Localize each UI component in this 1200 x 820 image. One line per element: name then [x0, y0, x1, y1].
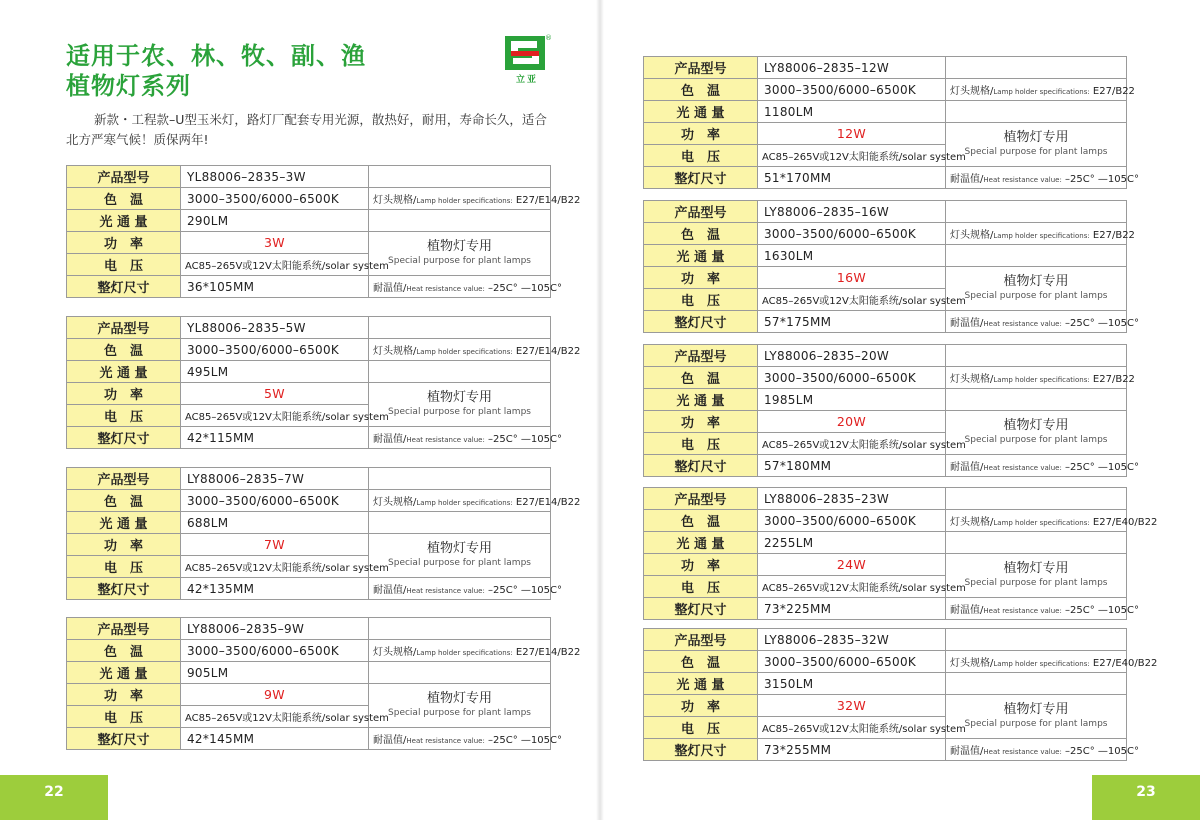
label-color-temp: 色 温 — [644, 510, 758, 532]
row-flux — [67, 512, 551, 534]
row-color-temp — [644, 651, 1127, 673]
row-flux — [644, 101, 1127, 123]
color-temp-value: 3000–3500/6000–6500K — [181, 339, 369, 361]
heat-resistance — [369, 578, 562, 600]
heat-label-cn: 耐温值/ — [950, 174, 984, 185]
plant-purpose-cn: 植物灯专用 — [1003, 129, 1069, 145]
plant-purpose-en: Special purpose for plant lamps — [964, 718, 1108, 729]
row-flux — [644, 673, 1127, 695]
label-voltage: 电 压 — [67, 405, 181, 427]
row-model — [644, 345, 1127, 367]
holder-spec — [946, 223, 1135, 245]
holder-base-value: E27/E14/B22 — [515, 647, 581, 658]
spec-table — [643, 344, 1139, 477]
intro-text: 新款・工程款–U型玉米灯，路灯厂配套专用光源，散热好，耐用，寿命长久，适合北方严寒气候！质保两年! — [66, 112, 547, 147]
voltage-value: AC85–265V或12V太阳能系统/solar system — [181, 556, 369, 578]
holder-spec — [946, 651, 1158, 673]
holder-spec — [946, 367, 1135, 389]
row-size — [67, 276, 551, 298]
heat-label-en: Heat resistance value: — [983, 176, 1062, 184]
row-size — [644, 311, 1127, 333]
plant-purpose-en: Special purpose for plant lamps — [964, 290, 1108, 301]
plant-purpose-en: Special purpose for plant lamps — [388, 707, 531, 718]
model-value: LY88006–2835–7W — [181, 468, 369, 490]
plant-purpose-cn: 植物灯专用 — [426, 238, 492, 254]
holder-label-en: Lamp holder specifications: — [416, 499, 513, 507]
holder-label-en: Lamp holder specifications: — [993, 232, 1090, 240]
plant-purpose-en: Special purpose for plant lamps — [388, 406, 531, 417]
label-color-temp: 色 温 — [67, 640, 181, 662]
color-temp-value: 3000–3500/6000–6500K — [181, 188, 369, 210]
label-flux: 光 通 量 — [644, 673, 758, 695]
empty-cell — [369, 662, 551, 684]
label-voltage: 电 压 — [67, 556, 181, 578]
holder-label-cn: 灯头规格/ — [373, 497, 417, 508]
page-subtitle: 植物灯系列 — [66, 72, 191, 100]
heat-label-cn: 耐温值/ — [373, 585, 407, 596]
row-power — [67, 383, 551, 405]
holder-label-cn: 灯头规格/ — [950, 230, 994, 241]
row-color-temp — [644, 79, 1127, 101]
label-flux: 光 通 量 — [67, 662, 181, 684]
holder-spec — [369, 640, 581, 662]
flux-value: 495LM — [181, 361, 369, 383]
heat-resistance — [946, 739, 1139, 761]
logo-text: 立亚 — [515, 75, 538, 85]
row-flux — [67, 210, 551, 232]
flux-value: 905LM — [181, 662, 369, 684]
color-temp-value: 3000–3500/6000–6500K — [758, 651, 946, 673]
plant-purpose-en: Special purpose for plant lamps — [964, 434, 1108, 445]
row-size — [67, 728, 551, 750]
holder-base-value: E27/B22 — [1092, 374, 1135, 385]
holder-base-value: E27/B22 — [1092, 230, 1135, 241]
label-voltage: 电 压 — [644, 145, 758, 167]
label-power: 功 率 — [644, 267, 758, 289]
holder-spec — [946, 510, 1158, 532]
label-size: 整灯尺寸 — [67, 728, 181, 750]
holder-label-cn: 灯头规格/ — [950, 658, 994, 669]
label-size: 整灯尺寸 — [67, 427, 181, 449]
model-value: LY88006–2835–23W — [758, 488, 946, 510]
model-value: LY88006–2835–9W — [181, 618, 369, 640]
power-value: 16W — [758, 267, 946, 289]
row-color-temp — [67, 640, 551, 662]
row-power — [644, 411, 1127, 433]
spec-table — [643, 200, 1139, 333]
row-size — [67, 427, 551, 449]
row-flux — [644, 245, 1127, 267]
empty-cell — [946, 488, 1127, 510]
flux-value: 3150LM — [758, 673, 946, 695]
row-power — [644, 267, 1127, 289]
plant-purpose-cn: 植物灯专用 — [426, 690, 492, 706]
heat-resistance — [369, 427, 562, 449]
heat-resistance — [946, 311, 1139, 333]
row-model — [644, 629, 1127, 651]
label-model: 产品型号 — [67, 166, 181, 188]
row-size — [644, 739, 1127, 761]
size-value: 42*145MM — [181, 728, 369, 750]
holder-base-value: E27/E40/B22 — [1092, 517, 1158, 528]
empty-cell — [946, 245, 1127, 267]
holder-label-en: Lamp holder specifications: — [416, 348, 513, 356]
color-temp-value: 3000–3500/6000–6500K — [181, 640, 369, 662]
label-model: 产品型号 — [67, 468, 181, 490]
label-color-temp: 色 温 — [644, 79, 758, 101]
flux-value: 1985LM — [758, 389, 946, 411]
page-number-right: 23 — [1092, 775, 1200, 820]
label-voltage: 电 压 — [644, 289, 758, 311]
voltage-value: AC85–265V或12V太阳能系统/solar system — [181, 405, 369, 427]
color-temp-value: 3000–3500/6000–6500K — [758, 510, 946, 532]
label-voltage: 电 压 — [644, 576, 758, 598]
voltage-value: AC85–265V或12V太阳能系统/solar system — [758, 145, 946, 167]
size-value: 73*255MM — [758, 739, 946, 761]
label-size: 整灯尺寸 — [644, 455, 758, 477]
heat-range-value: –25C° —105C° — [1065, 462, 1139, 473]
heat-label-cn: 耐温值/ — [950, 605, 984, 616]
holder-label-cn: 灯头规格/ — [950, 374, 994, 385]
model-value: YL88006–2835–3W — [181, 166, 369, 188]
empty-cell — [946, 532, 1127, 554]
flux-value: 2255LM — [758, 532, 946, 554]
holder-base-value: E27/E14/B22 — [515, 195, 581, 206]
page-gutter — [596, 0, 604, 820]
heat-label-en: Heat resistance value: — [983, 748, 1062, 756]
plant-purpose-cn: 植物灯专用 — [1003, 560, 1069, 576]
holder-base-value: E27/E40/B22 — [1092, 658, 1158, 669]
power-value: 7W — [181, 534, 369, 556]
label-flux: 光 通 量 — [644, 532, 758, 554]
power-value: 5W — [181, 383, 369, 405]
heat-label-en: Heat resistance value: — [983, 320, 1062, 328]
label-power: 功 率 — [644, 411, 758, 433]
label-size: 整灯尺寸 — [644, 167, 758, 189]
row-size — [644, 455, 1127, 477]
row-model — [67, 166, 551, 188]
heat-range-value: –25C° —105C° — [1065, 318, 1139, 329]
plant-purpose-cn: 植物灯专用 — [426, 540, 492, 556]
empty-cell — [369, 317, 551, 339]
holder-base-value: E27/B22 — [1092, 86, 1135, 97]
heat-label-cn: 耐温值/ — [373, 283, 407, 294]
heat-resistance — [369, 728, 562, 750]
label-flux: 光 通 量 — [67, 512, 181, 534]
row-power — [644, 123, 1127, 145]
heat-range-value: –25C° —105C° — [1065, 605, 1139, 616]
color-temp-value: 3000–3500/6000–6500K — [181, 490, 369, 512]
heat-label-en: Heat resistance value: — [406, 285, 485, 293]
heat-label-en: Heat resistance value: — [406, 587, 485, 595]
label-model: 产品型号 — [67, 618, 181, 640]
row-power — [644, 554, 1127, 576]
spec-table — [66, 316, 581, 449]
empty-cell — [946, 629, 1127, 651]
row-model — [644, 57, 1127, 79]
empty-cell — [369, 361, 551, 383]
label-size: 整灯尺寸 — [67, 578, 181, 600]
power-value: 32W — [758, 695, 946, 717]
power-value: 20W — [758, 411, 946, 433]
plant-purpose — [369, 232, 551, 276]
label-power: 功 率 — [644, 695, 758, 717]
voltage-value: AC85–265V或12V太阳能系统/solar system — [758, 576, 946, 598]
label-model: 产品型号 — [644, 57, 758, 79]
voltage-value: AC85–265V或12V太阳能系统/solar system — [758, 717, 946, 739]
spec-table — [66, 467, 581, 600]
heat-label-en: Heat resistance value: — [983, 464, 1062, 472]
page-number-left: 22 — [0, 775, 108, 820]
spec-table — [643, 628, 1158, 761]
plant-purpose-cn: 植物灯专用 — [426, 389, 492, 405]
label-flux: 光 通 量 — [67, 361, 181, 383]
heat-label-cn: 耐温值/ — [950, 746, 984, 757]
plant-purpose-cn: 植物灯专用 — [1003, 417, 1069, 433]
empty-cell — [369, 210, 551, 232]
label-color-temp: 色 温 — [67, 490, 181, 512]
holder-label-en: Lamp holder specifications: — [993, 88, 1090, 96]
plant-purpose — [946, 123, 1127, 167]
holder-label-cn: 灯头规格/ — [373, 346, 417, 357]
spec-table — [66, 617, 581, 750]
label-model: 产品型号 — [644, 201, 758, 223]
color-temp-value: 3000–3500/6000–6500K — [758, 223, 946, 245]
heat-label-en: Heat resistance value: — [983, 607, 1062, 615]
empty-cell — [946, 389, 1127, 411]
label-flux: 光 通 量 — [67, 210, 181, 232]
holder-label-en: Lamp holder specifications: — [993, 376, 1090, 384]
power-value: 3W — [181, 232, 369, 254]
plant-purpose — [369, 383, 551, 427]
plant-purpose-en: Special purpose for plant lamps — [964, 146, 1108, 157]
empty-cell — [369, 166, 551, 188]
size-value: 42*115MM — [181, 427, 369, 449]
plant-purpose — [369, 684, 551, 728]
row-flux — [67, 662, 551, 684]
holder-spec — [946, 79, 1135, 101]
spec-table — [643, 56, 1139, 189]
model-value: LY88006–2835–32W — [758, 629, 946, 651]
empty-cell — [946, 201, 1127, 223]
label-power: 功 率 — [67, 232, 181, 254]
plant-purpose-cn: 植物灯专用 — [1003, 701, 1069, 717]
heat-label-cn: 耐温值/ — [950, 318, 984, 329]
label-voltage: 电 压 — [67, 706, 181, 728]
color-temp-value: 3000–3500/6000–6500K — [758, 367, 946, 389]
voltage-value: AC85–265V或12V太阳能系统/solar system — [758, 433, 946, 455]
row-power — [67, 232, 551, 254]
flux-value: 1630LM — [758, 245, 946, 267]
label-color-temp: 色 温 — [67, 188, 181, 210]
row-color-temp — [67, 490, 551, 512]
spec-table — [643, 487, 1158, 620]
size-value: 57*180MM — [758, 455, 946, 477]
holder-label-cn: 灯头规格/ — [373, 195, 417, 206]
model-value: YL88006–2835–5W — [181, 317, 369, 339]
page-title: 适用于农、林、牧、副、渔 — [66, 42, 366, 70]
holder-label-en: Lamp holder specifications: — [416, 649, 513, 657]
label-color-temp: 色 温 — [644, 367, 758, 389]
row-color-temp — [644, 367, 1127, 389]
registered-mark: ® — [545, 34, 552, 42]
plant-purpose-en: Special purpose for plant lamps — [388, 255, 531, 266]
label-size: 整灯尺寸 — [644, 739, 758, 761]
label-color-temp: 色 温 — [644, 223, 758, 245]
size-value: 51*170MM — [758, 167, 946, 189]
empty-cell — [369, 512, 551, 534]
row-power — [67, 534, 551, 556]
row-color-temp — [644, 510, 1127, 532]
label-model: 产品型号 — [644, 345, 758, 367]
label-model: 产品型号 — [644, 629, 758, 651]
label-size: 整灯尺寸 — [644, 598, 758, 620]
plant-purpose — [946, 554, 1127, 598]
label-size: 整灯尺寸 — [67, 276, 181, 298]
spec-table — [66, 165, 581, 298]
heat-label-cn: 耐温值/ — [373, 434, 407, 445]
empty-cell — [946, 101, 1127, 123]
holder-label-cn: 灯头规格/ — [950, 86, 994, 97]
label-flux: 光 通 量 — [644, 101, 758, 123]
heat-label-en: Heat resistance value: — [406, 436, 485, 444]
label-power: 功 率 — [67, 383, 181, 405]
row-flux — [644, 389, 1127, 411]
label-power: 功 率 — [67, 534, 181, 556]
row-color-temp — [67, 188, 551, 210]
label-power: 功 率 — [67, 684, 181, 706]
voltage-value: AC85–265V或12V太阳能系统/solar system — [181, 254, 369, 276]
voltage-value: AC85–265V或12V太阳能系统/solar system — [758, 289, 946, 311]
empty-cell — [946, 345, 1127, 367]
heat-resistance — [946, 598, 1139, 620]
label-color-temp: 色 温 — [67, 339, 181, 361]
label-power: 功 率 — [644, 123, 758, 145]
power-value: 9W — [181, 684, 369, 706]
label-power: 功 率 — [644, 554, 758, 576]
label-color-temp: 色 温 — [644, 651, 758, 673]
holder-spec — [369, 339, 581, 361]
empty-cell — [369, 618, 551, 640]
voltage-value: AC85–265V或12V太阳能系统/solar system — [181, 706, 369, 728]
row-model — [67, 468, 551, 490]
row-model — [644, 488, 1127, 510]
row-color-temp — [644, 223, 1127, 245]
holder-spec — [369, 188, 581, 210]
row-flux — [644, 532, 1127, 554]
company-logo — [505, 36, 551, 90]
row-size — [644, 167, 1127, 189]
heat-range-value: –25C° —105C° — [1065, 746, 1139, 757]
power-value: 24W — [758, 554, 946, 576]
label-model: 产品型号 — [67, 317, 181, 339]
flux-value: 688LM — [181, 512, 369, 534]
holder-spec — [369, 490, 581, 512]
plant-purpose-en: Special purpose for plant lamps — [388, 557, 531, 568]
heat-range-value: –25C° —105C° — [488, 585, 562, 596]
row-flux — [67, 361, 551, 383]
plant-purpose — [946, 695, 1127, 739]
heat-label-en: Heat resistance value: — [406, 737, 485, 745]
empty-cell — [946, 57, 1127, 79]
model-value: LY88006–2835–16W — [758, 201, 946, 223]
label-voltage: 电 压 — [644, 433, 758, 455]
label-voltage: 电 压 — [644, 717, 758, 739]
empty-cell — [369, 468, 551, 490]
empty-cell — [946, 673, 1127, 695]
row-model — [67, 317, 551, 339]
heat-resistance — [369, 276, 562, 298]
label-flux: 光 通 量 — [644, 245, 758, 267]
row-power — [644, 695, 1127, 717]
label-model: 产品型号 — [644, 488, 758, 510]
label-flux: 光 通 量 — [644, 389, 758, 411]
heat-resistance — [946, 455, 1139, 477]
holder-label-cn: 灯头规格/ — [950, 517, 994, 528]
heat-range-value: –25C° —105C° — [488, 283, 562, 294]
size-value: 36*105MM — [181, 276, 369, 298]
row-size — [67, 578, 551, 600]
row-model — [67, 618, 551, 640]
model-value: LY88006–2835–12W — [758, 57, 946, 79]
row-power — [67, 684, 551, 706]
heat-range-value: –25C° —105C° — [488, 735, 562, 746]
label-size: 整灯尺寸 — [644, 311, 758, 333]
plant-purpose — [369, 534, 551, 578]
heat-range-value: –25C° —105C° — [488, 434, 562, 445]
heat-label-cn: 耐温值/ — [373, 735, 407, 746]
holder-label-en: Lamp holder specifications: — [416, 197, 513, 205]
holder-label-en: Lamp holder specifications: — [993, 519, 1090, 527]
size-value: 42*135MM — [181, 578, 369, 600]
row-size — [644, 598, 1127, 620]
holder-base-value: E27/E14/B22 — [515, 346, 581, 357]
power-value: 12W — [758, 123, 946, 145]
holder-base-value: E27/E14/B22 — [515, 497, 581, 508]
plant-purpose — [946, 411, 1127, 455]
holder-label-en: Lamp holder specifications: — [993, 660, 1090, 668]
heat-range-value: –25C° —105C° — [1065, 174, 1139, 185]
plant-purpose — [946, 267, 1127, 311]
model-value: LY88006–2835–20W — [758, 345, 946, 367]
color-temp-value: 3000–3500/6000–6500K — [758, 79, 946, 101]
flux-value: 290LM — [181, 210, 369, 232]
plant-purpose-cn: 植物灯专用 — [1003, 273, 1069, 289]
row-color-temp — [67, 339, 551, 361]
flux-value: 1180LM — [758, 101, 946, 123]
size-value: 73*225MM — [758, 598, 946, 620]
logo-mark-icon — [505, 36, 545, 70]
holder-label-cn: 灯头规格/ — [373, 647, 417, 658]
size-value: 57*175MM — [758, 311, 946, 333]
heat-resistance — [946, 167, 1139, 189]
plant-purpose-en: Special purpose for plant lamps — [964, 577, 1108, 588]
row-model — [644, 201, 1127, 223]
heat-label-cn: 耐温值/ — [950, 462, 984, 473]
label-voltage: 电 压 — [67, 254, 181, 276]
